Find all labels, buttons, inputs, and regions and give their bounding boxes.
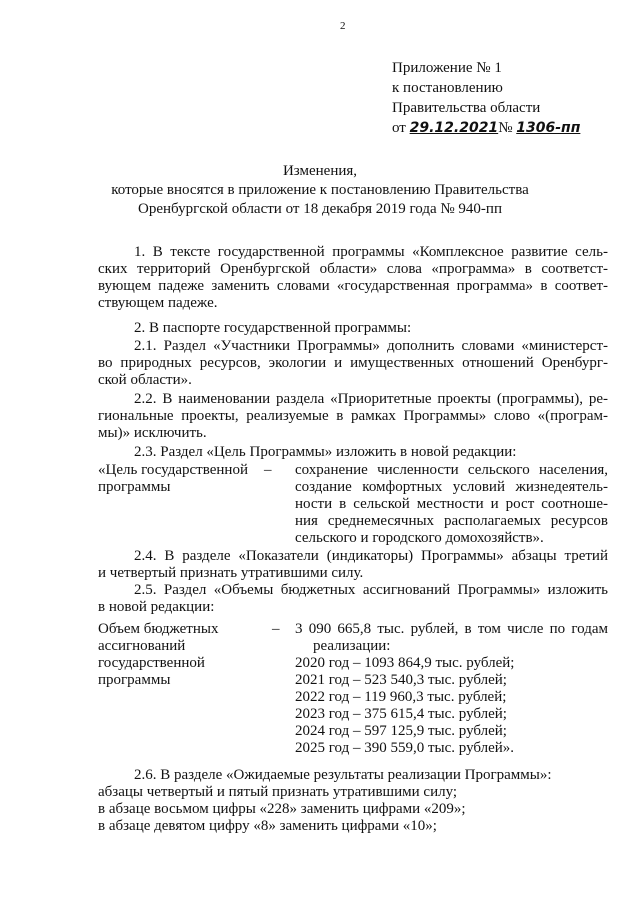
budget-dash: – (272, 621, 280, 637)
budget-year-line: 2020 год – 1093 864,9 тыс. рублей; (295, 655, 515, 671)
goal-line: создание комфортных условий жизнедеятель- (295, 479, 608, 495)
paragraph-line: 2. В паспорте государственной программы: (134, 320, 412, 336)
paragraph-2-3 (98, 444, 608, 461)
handwritten-number: 1306-пп (516, 120, 581, 136)
paragraph-line: 2.3. Раздел «Цель Программы» изложить в новой редакции: (134, 444, 517, 460)
title-line-2: которые вносятся в приложение к постановлению Правительства (111, 182, 529, 198)
title-line-3: Оренбургской области от 18 декабря 2019 года № 940-пп (138, 201, 502, 217)
budget-year-line: 2021 год – 523 540,3 тыс. рублей; (295, 672, 507, 688)
budget-label-line: программы (98, 672, 171, 688)
goal-text (295, 462, 608, 547)
goal-dash: – (264, 462, 272, 478)
paragraph-2-5 (98, 582, 608, 616)
paragraph-line: гиональные проекты, реализуемые в рамках Программы» слово «(програм- (98, 408, 608, 424)
paragraph-1 (98, 244, 608, 312)
budget-total-line: 3 090 665,8 тыс. рублей, в том числе по годам (295, 621, 608, 637)
paragraph-line: ских территорий Оренбургской области» слова «программа» в соответст- (98, 261, 608, 277)
paragraph-2 (98, 320, 608, 337)
budget-total-line: реализации: (313, 638, 391, 654)
paragraph-line: 1. В тексте государственной программы «Комплексное развитие сель- (134, 244, 608, 260)
goal-label-line-1: «Цель государственной (98, 462, 248, 478)
budget-year-line: 2024 год – 597 125,9 тыс. рублей; (295, 723, 507, 739)
paragraph-line: 2.6. В разделе «Ожидаемые результаты реализации Программы»: (134, 767, 552, 783)
paragraph-line: вующем падеже заменить словами «государственная программа» в соответ- (98, 278, 608, 294)
budget-text (295, 621, 608, 757)
budget-label (98, 621, 218, 689)
appendix-line-1: Приложение № 1 (392, 60, 502, 76)
paragraph-line: 2.5. Раздел «Объемы бюджетных ассигнований Программы» изложить (134, 582, 608, 598)
paragraph-line: в абзаце девятом цифру «8» заменить цифрами «10»; (98, 818, 437, 834)
goal-line: сельского и городского домохозяйств». (295, 530, 544, 546)
paragraph-line: мы)» исключить. (98, 425, 207, 441)
number-sign: № (498, 120, 513, 136)
appendix-date-line (392, 118, 580, 138)
appendix-line-2: к постановлению (392, 80, 503, 96)
paragraph-line: ствующем падеже. (98, 295, 218, 311)
paragraph-2-2 (98, 391, 608, 442)
page-number: 2 (340, 20, 346, 32)
title-line-1: Изменения, (282, 163, 358, 179)
goal-label-line-2: программы (98, 479, 171, 495)
budget-label-line: ассигнований (98, 638, 186, 654)
paragraph-line: во природных ресурсов, экологии и имущественных отношений Оренбург- (98, 355, 608, 371)
paragraph-2-6 (98, 767, 552, 835)
handwritten-date: 29.12.2021 (409, 120, 499, 136)
paragraph-line: в абзаце восьмом цифры «228» заменить цифрами «209»; (98, 801, 466, 817)
paragraph-line: 2.1. Раздел «Участники Программы» дополнить словами «министерст- (134, 338, 608, 354)
paragraph-2-4 (98, 548, 608, 582)
paragraph-2-1 (98, 338, 608, 389)
goal-line: ния среднемесячных располагаемых ресурсов (295, 513, 608, 529)
budget-label-line: государственной (98, 655, 205, 671)
goal-line: ности в сельской местности и рост соотноше- (295, 496, 608, 512)
document-title (0, 162, 640, 219)
appendix-line-3: Правительства области (392, 100, 541, 116)
paragraph-line: абзацы четвертый и пятый признать утратившими силу; (98, 784, 458, 800)
paragraph-line: 2.2. В наименовании раздела «Приоритетные проекты (программы), ре- (134, 391, 608, 407)
paragraph-line: ской области». (98, 372, 192, 388)
appendix-block (392, 58, 580, 138)
paragraph-line: в новой редакции: (98, 599, 215, 615)
date-prefix: от (392, 120, 406, 136)
paragraph-line: 2.4. В разделе «Показатели (индикаторы) Программы» абзацы третий (134, 548, 608, 564)
budget-year-line: 2025 год – 390 559,0 тыс. рублей». (295, 740, 515, 756)
paragraph-line: и четвертый признать утратившими силу. (98, 565, 364, 581)
budget-year-line: 2022 год – 119 960,3 тыс. рублей; (295, 689, 507, 705)
goal-label (98, 462, 248, 496)
budget-label-line: Объем бюджетных (98, 621, 219, 637)
goal-line: сохранение численности сельского населения, (295, 462, 608, 478)
budget-year-line: 2023 год – 375 615,4 тыс. рублей; (295, 706, 507, 722)
